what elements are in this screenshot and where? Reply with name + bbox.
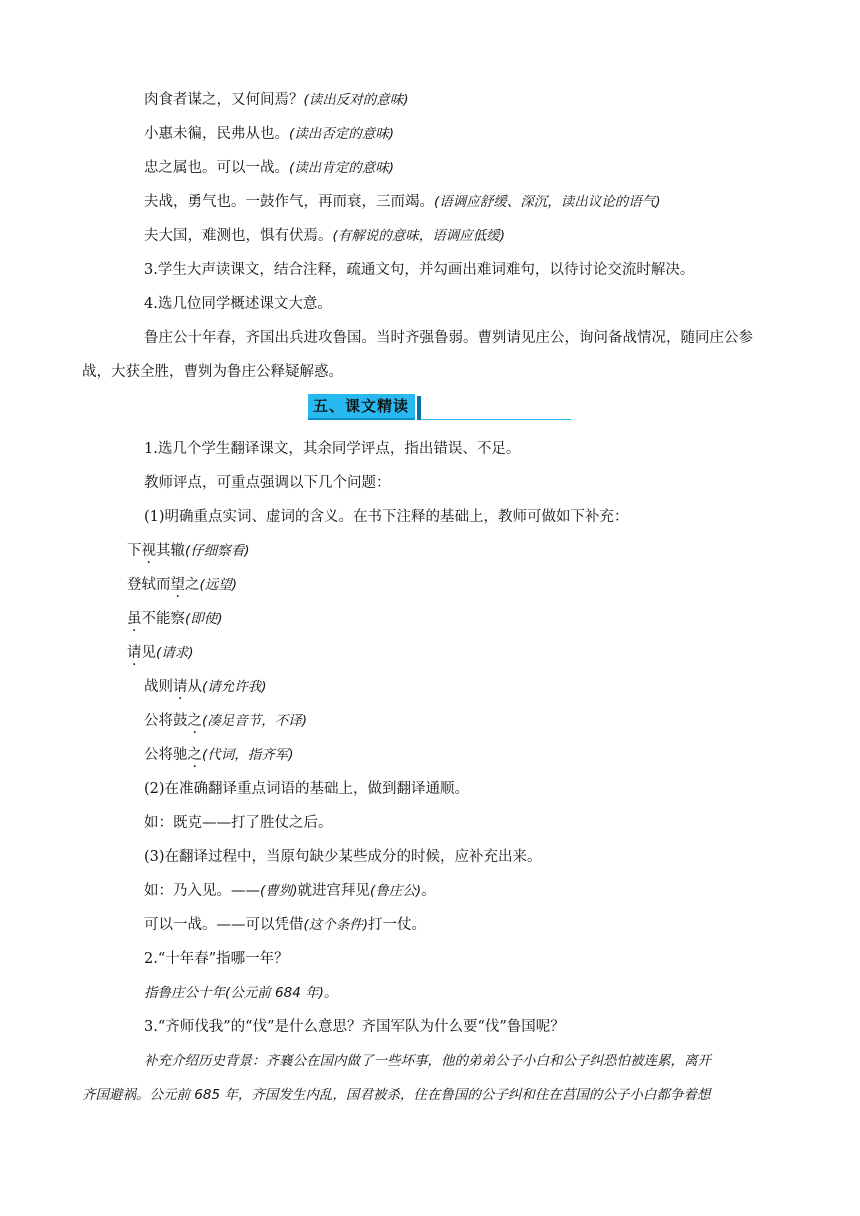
point-1: (1)明确重点实词、虚词的含义。在书下注释的基础上，教师可做如下补充： bbox=[144, 509, 629, 525]
teacher-note: 教师评点，可重点强调以下几个问题： bbox=[144, 475, 391, 491]
summary-line-1: 鲁庄公十年春，齐国出兵进攻鲁国。当时齐强鲁弱。曹刿请见庄公，询问备战情况，随同庄公参 bbox=[144, 330, 753, 346]
heading-underline bbox=[421, 419, 571, 420]
reading-item-1: 1.选几个学生翻译课文，其余同学评点，指出错误、不足。 bbox=[144, 441, 521, 457]
step-4: 4.选几位同学概述课文大意。 bbox=[144, 296, 332, 312]
point-3: (3)在翻译过程中，当原句缺少某些成分的时候，应补充出来。 bbox=[144, 849, 542, 865]
vocab-item-2: 登轼而望之(远望) bbox=[127, 577, 238, 593]
history-line-2: 齐国避祸。公元前 685 年，齐国发生内乱，国君被杀，住在鲁国的公子纠和住在莒国的公子小白都争着想 bbox=[82, 1087, 711, 1103]
reading-line-1: 肉食者谋之，又何间焉？(读出反对的意味) bbox=[144, 92, 409, 108]
reading-line-5: 夫大国，难测也，惧有伏焉。(有解说的意味，语调应低缓) bbox=[144, 228, 506, 244]
section-heading bbox=[308, 394, 571, 420]
vocab-item-5: 战则请从(请允许我) bbox=[144, 679, 267, 695]
summary-line-2: 战，大获全胜，曹刿为鲁庄公释疑解惑。 bbox=[82, 364, 343, 380]
reading-line-4: 夫战，勇气也。一鼓作气，再而衰，三而竭。(语调应舒缓、深沉，读出议论的语气) bbox=[144, 194, 661, 210]
example-3: 可以一战。——可以凭借(这个条件)打一仗。 bbox=[144, 917, 427, 933]
vocab-item-3: 虽不能察(即使) bbox=[127, 611, 223, 627]
reading-item-2: 2.“十年春”指哪一年？ bbox=[144, 951, 289, 967]
example-2: 如：乃入见。——(曹刿)就进宫拜见(鲁庄公)。 bbox=[144, 883, 436, 899]
point-2: (2)在准确翻译重点词语的基础上，做到翻译通顺。 bbox=[144, 781, 470, 797]
vocab-item-4: 请见(请求) bbox=[127, 645, 194, 661]
section-title: 五、课文精读 bbox=[308, 394, 415, 420]
history-line-1: 补充介绍历史背景：齐襄公在国内做了一些坏事，他的弟弟公子小白和公子纠恐怕被连累，离开 bbox=[144, 1053, 711, 1069]
vocab-item-6: 公将鼓之(凑足音节，不译) bbox=[144, 713, 308, 729]
vocab-item-1: 下视其辙(仔细察看) bbox=[127, 543, 250, 559]
reading-item-3: 3.“齐师伐我”的“伐”是什么意思？齐国军队为什么要“伐”鲁国呢？ bbox=[144, 1019, 565, 1035]
vocab-item-7: 公将驰之(代词，指齐军) bbox=[144, 747, 294, 763]
answer-2: 指鲁庄公十年(公元前 684 年)。 bbox=[144, 985, 338, 1001]
example-1: 如：既克——打了胜仗之后。 bbox=[144, 815, 333, 831]
step-3: 3.学生大声读课文，结合注释，疏通文句，并勾画出难词难句，以待讨论交流时解决。 bbox=[144, 262, 695, 278]
heading-accent-bar bbox=[417, 396, 421, 420]
reading-line-2: 小惠未徧，民弗从也。(读出否定的意味) bbox=[144, 126, 395, 142]
reading-line-3: 忠之属也。可以一战。(读出肯定的意味) bbox=[144, 160, 395, 176]
